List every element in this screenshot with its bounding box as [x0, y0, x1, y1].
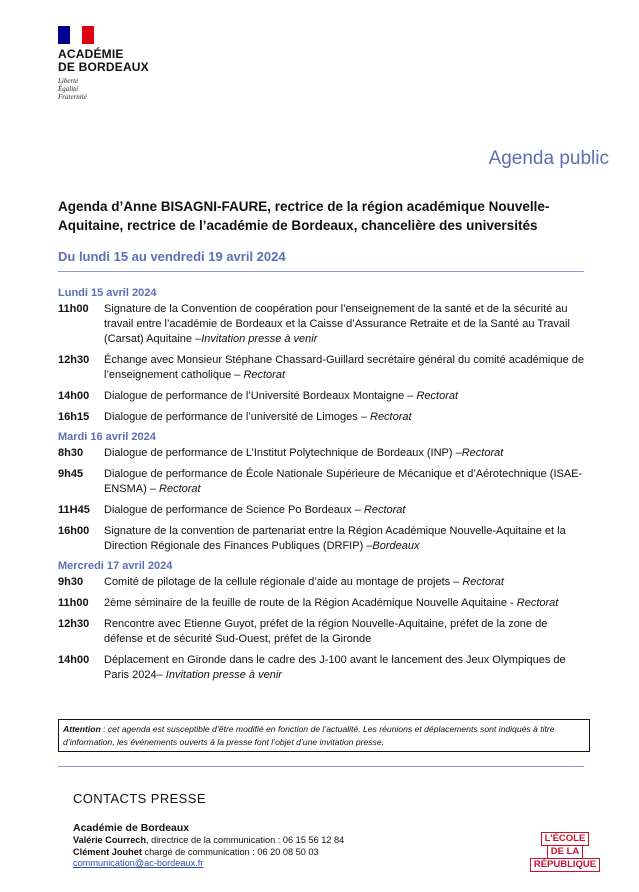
event-time: 8h30 — [58, 447, 84, 459]
event-row — [58, 353, 588, 383]
event-text: Déplacement en Gironde dans le cadre des J-100 avant le lancement des Jeux Olympiques de Paris 2024– — [104, 654, 566, 681]
event-description — [104, 389, 588, 404]
event-row — [58, 410, 588, 425]
org-name-line2: DE BORDEAUX — [58, 60, 149, 74]
day-title: Lundi 15 avril 2024 — [58, 287, 157, 299]
tricolor-flag-icon — [58, 26, 94, 44]
day-title: Mercredi 17 avril 2024 — [58, 560, 173, 572]
page-title: Agenda public — [488, 148, 609, 169]
event-time: 12h30 — [58, 354, 90, 366]
agenda-heading: Agenda d’Anne BISAGNI-FAURE, rectrice de la région académique Nouvelle-Aquitaine, rectrice de l’académie de Bordeaux, chancelière des universités — [58, 199, 550, 233]
event-text: Comité de pilotage de la cellule régionale d’aide au montage de projets – — [104, 576, 463, 588]
event-text: 2ème séminaire de la feuille de route de la Région Académique Nouvelle Aquitaine - — [104, 597, 517, 609]
divider — [58, 766, 584, 767]
event-text: Signature de la Convention de coopération pour l’enseignement de la santé et de la sécurité au travail entre l’académie de Bordeaux et la Caisse d’Assurance Retraite et de la Santé au Travail (Carsat) Aquitaine – — [104, 303, 570, 345]
day-block — [58, 560, 588, 683]
motto-liberte: Liberté — [58, 77, 79, 85]
event-tag: Rectorat — [461, 447, 504, 459]
disclaimer-text: : cet agenda est susceptible d’être modifié en fonction de l’actualité. Les réunions et déplacements sont indiqués à titre d’information, les événements ouverts à la presse font l’objet d’une invitation presse. — [63, 724, 555, 747]
event-description — [104, 410, 588, 425]
divider — [58, 271, 584, 272]
event-description — [104, 653, 588, 683]
ecole-republique-logo — [524, 832, 606, 871]
event-row — [58, 575, 588, 590]
ecole-line1: L’ÉCOLE — [541, 832, 590, 846]
contact-person — [73, 847, 344, 859]
event-text: Dialogue de performance de l’Université Bordeaux Montaigne – — [104, 390, 417, 402]
event-description — [104, 503, 588, 518]
event-text: Dialogue de performance de L’Institut Polytechnique de Bordeaux (INP) – — [104, 447, 462, 459]
event-time: 9h45 — [58, 468, 84, 480]
contact-name: Valérie Courrech — [73, 835, 147, 845]
event-time: 11h00 — [58, 597, 89, 609]
event-tag: Rectorat — [370, 411, 412, 423]
contact-person — [73, 835, 344, 847]
contacts-org: Académie de Bordeaux — [73, 822, 190, 834]
motto-egalite: Égalité — [58, 85, 79, 93]
event-time: 14h00 — [58, 654, 90, 666]
event-text: Rencontre avec Etienne Guyot, préfet de la région Nouvelle-Aquitaine, préfet de la zone de défense et de sécurité Sud-Ouest, préfet de la Gironde — [104, 618, 548, 645]
contact-role: , directrice de la communication : 06 15 56 12 84 — [146, 835, 345, 845]
event-row — [58, 389, 588, 404]
event-description — [104, 446, 588, 461]
day-block — [58, 431, 588, 554]
event-tag: Invitation presse à venir — [201, 333, 318, 345]
event-time: 11h00 — [58, 303, 89, 315]
event-description — [104, 617, 588, 647]
contacts-title: CONTACTS PRESSE — [73, 791, 206, 806]
event-time: 11H45 — [58, 504, 90, 516]
event-time: 16h15 — [58, 411, 90, 423]
event-tag: Rectorat — [462, 576, 504, 588]
disclaimer-label: Attention — [63, 724, 101, 734]
event-description — [104, 575, 588, 590]
event-tag: Rectorat — [243, 369, 286, 381]
event-time: 14h00 — [58, 390, 90, 402]
event-description — [104, 353, 588, 383]
motto — [58, 77, 178, 101]
event-tag: Rectorat — [516, 597, 559, 609]
event-description — [104, 596, 588, 611]
motto-fraternite: Fraternité — [58, 93, 87, 101]
event-row — [58, 653, 588, 683]
event-row — [58, 524, 588, 554]
event-description — [104, 302, 588, 347]
event-tag: Rectorat — [159, 483, 201, 495]
org-name-line1: ACADÉMIE — [58, 47, 124, 61]
event-text: Dialogue de performance de Science Po Bordeaux – — [104, 504, 364, 516]
disclaimer-box — [58, 719, 590, 752]
flag-white — [70, 26, 82, 44]
contact-name: Clément Jouhet — [73, 846, 142, 857]
event-row — [58, 596, 588, 611]
event-row — [58, 446, 588, 461]
contacts-block — [73, 822, 344, 870]
event-tag: Rectorat — [416, 390, 459, 402]
event-row — [58, 617, 588, 647]
academie-logo — [58, 26, 178, 101]
day-block — [58, 287, 588, 425]
event-text: Dialogue de performance de École Nationale Supérieure de Mécanique et d’Aérotechnique (ISAE-ENSMA) – — [104, 468, 583, 495]
event-text: Dialogue de performance de l’université de Limoges – — [104, 411, 370, 423]
event-tag: Rectorat — [363, 504, 406, 516]
event-tag: Bordeaux — [372, 540, 420, 552]
event-text: Signature de la convention de partenariat entre la Région Académique Nouvelle-Aquitaine et la Direction Régionale des Finances Publiques (DRFIP) – — [104, 525, 566, 552]
period-subtitle: Du lundi 15 au vendredi 19 avril 2024 — [58, 249, 286, 264]
contact-email-link[interactable]: communication@ac-bordeaux.fr — [73, 858, 204, 868]
flag-blue — [58, 26, 70, 44]
event-row — [58, 503, 588, 518]
agenda-list — [58, 287, 588, 689]
contact-role: chargé de communication : 06 20 08 50 03 — [141, 846, 319, 857]
event-tag: Invitation presse à venir — [165, 669, 282, 681]
ecole-line2: DE LA — [547, 845, 584, 859]
event-time: 16h00 — [58, 525, 90, 537]
event-description — [104, 524, 588, 554]
event-time: 12h30 — [58, 618, 90, 630]
event-time: 9h30 — [58, 576, 84, 588]
ecole-line3: RÉPUBLIQUE — [530, 858, 600, 872]
event-text: Échange avec Monsieur Stéphane Chassard-Guillard secrétaire général du comité académique de l’enseignement catholique – — [104, 354, 584, 381]
event-row — [58, 467, 588, 497]
event-row — [58, 302, 588, 347]
flag-red — [82, 26, 94, 44]
event-description — [104, 467, 588, 497]
day-title: Mardi 16 avril 2024 — [58, 431, 156, 443]
